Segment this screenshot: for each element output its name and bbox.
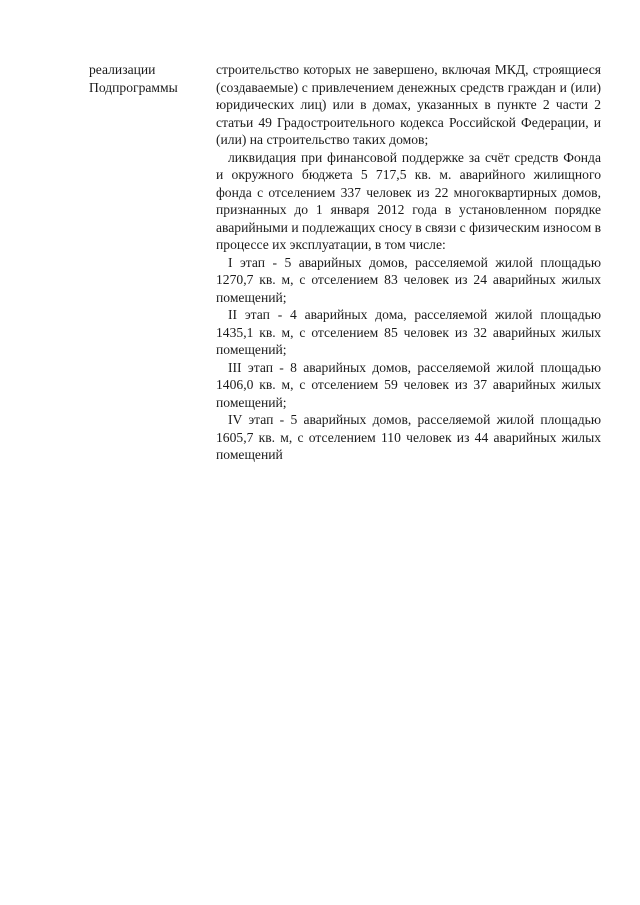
paragraph-continuation: строительство которых не завершено, включая МКД, строящиеся (создаваемые) с привлечением денежных средств граждан и (или) юридических лиц) или в домах, указанных в пункте 2 части 2 статьи 49 Градостроительного кодекса Российской Федерации, и (или) на строительство таких домов; [216, 62, 601, 147]
row-label-line-2: Подпрограммы [89, 79, 178, 95]
paragraph-liquidation: ликвидация при финансовой поддержке за счёт средств Фонда и окружного бюджета 5 717,5 кв. м. аварийного жилищного фонда с отселением 337 человек из 22 многоквартирных домов, признанных до 1 января 2012 года в установленном порядке аварийными и подлежащих сносу в связи с физическим износом в процессе их эксплуатации, в том числе: [216, 149, 601, 252]
paragraph-stage-3: III этап - 8 аварийных домов, расселяемой жилой площадью 1406,0 кв. м, с отселением 59 человек из 37 аварийных жилых помещений; [216, 359, 601, 410]
row-label-line-1: реализации [89, 62, 156, 77]
row-label [89, 61, 207, 96]
row-content [216, 61, 601, 464]
paragraph-stage-1: I этап - 5 аварийных домов, расселяемой жилой площадью 1270,7 кв. м, с отселением 83 человек из 24 аварийных жилых помещений; [216, 254, 601, 305]
paragraph-stage-4: IV этап - 5 аварийных домов, расселяемой жилой площадью 1605,7 кв. м, с отселением 110 человек из 44 аварийных жилых помещений [216, 412, 601, 462]
paragraph-stage-2: II этап - 4 аварийных дома, расселяемой жилой площадью 1435,1 кв. м, с отселением 85 человек из 32 аварийных жилых помещений; [216, 307, 601, 357]
